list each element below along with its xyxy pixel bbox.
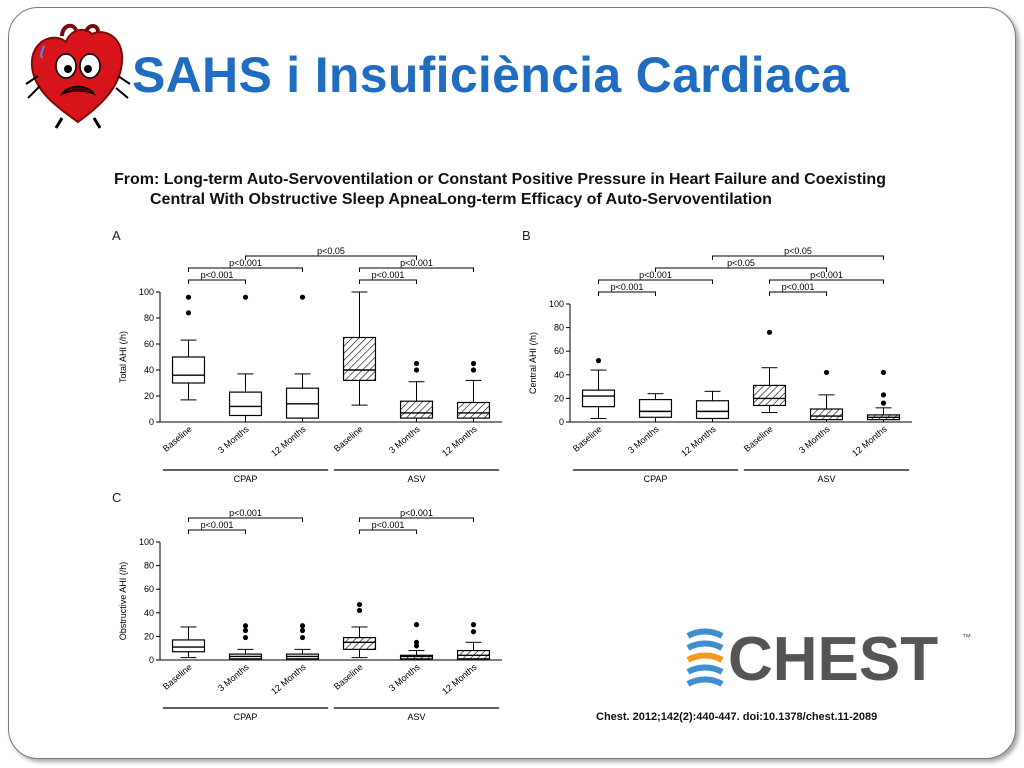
panel-b-significance-bracket	[656, 268, 827, 272]
panel-a-category-label: 3 Months	[386, 423, 422, 456]
panel-b-outlier-point	[881, 392, 886, 397]
panel-b-y-tick-label: 40	[553, 369, 564, 380]
panel-c-y-tick-label: 100	[138, 537, 154, 547]
panel-b-outlier-point	[881, 401, 886, 406]
panel-b-significance-label: p<0.001	[610, 282, 644, 292]
panel-b-group-label: ASV	[817, 474, 836, 484]
panel-b-box	[754, 385, 786, 405]
panel-c-outlier-point	[300, 628, 305, 633]
panel-c-outlier-point	[357, 608, 362, 613]
panel-b-significance-label: p<0.001	[810, 270, 843, 280]
panel-a-category-label: 12 Months	[269, 423, 308, 459]
panel-a-significance-bracket	[360, 280, 417, 284]
panel-b-category-label: Baseline	[741, 423, 775, 454]
panel-a-significance-label: p<0.001	[400, 258, 433, 268]
panel-b-outlier-point	[596, 358, 601, 363]
panel-a-box	[173, 357, 205, 383]
panel-c-significance-label: p<0.001	[200, 520, 234, 530]
panel-a-total-ahi-chart	[110, 226, 510, 484]
panel-b-group-label: CPAP	[643, 474, 668, 484]
panel-b-significance-bracket	[770, 292, 827, 296]
panel-c-category-label: 12 Months	[440, 661, 479, 697]
panel-c-category-label: Baseline	[331, 661, 365, 692]
panel-b-significance-label: p<0.001	[781, 282, 815, 292]
panel-a-outlier-point	[414, 367, 419, 372]
panel-c-outlier-point	[300, 635, 305, 640]
panel-b-outlier-point	[767, 330, 772, 335]
panel-a-box	[458, 403, 490, 419]
panel-c-box	[344, 638, 376, 650]
panel-c-category-label: 3 Months	[386, 661, 422, 694]
panel-b-category-label: Baseline	[570, 423, 604, 454]
panel-c-letter: C	[112, 490, 122, 505]
panel-c-y-tick-label: 0	[148, 655, 154, 665]
panel-b-y-tick-label: 20	[553, 393, 564, 404]
chest-logo-emblem-icon	[688, 632, 722, 685]
panel-c-obstructive-ahi-chart	[110, 488, 510, 722]
panel-b-y-tick-label: 80	[553, 322, 564, 333]
figure-caption	[114, 170, 954, 210]
panel-b-y-tick-label: 60	[553, 346, 564, 357]
panel-a-y-tick-label: 0	[148, 417, 154, 427]
panel-b-category-label: 3 Months	[796, 423, 832, 456]
panel-b-significance-label: p<0.001	[639, 270, 672, 280]
chest-logo	[684, 622, 974, 692]
chest-logo-text: CHEST	[728, 625, 939, 692]
panel-c-category-label: 3 Months	[215, 661, 251, 694]
panel-a-box	[401, 401, 433, 418]
panel-b-letter: B	[522, 228, 531, 243]
panel-c-outlier-point	[243, 628, 248, 633]
panel-a-outlier-point	[471, 367, 476, 372]
panel-c-y-tick-label: 20	[143, 631, 154, 642]
panel-a-group-label: CPAP	[233, 474, 258, 484]
panel-a-y-tick-label: 40	[143, 365, 154, 375]
panel-b-box	[697, 401, 729, 419]
panel-c-y-tick-label: 60	[143, 584, 154, 595]
chest-logo-trademark: ™	[962, 632, 971, 642]
panel-a-y-tick-label: 80	[143, 313, 154, 323]
panel-c-y-tick-label: 80	[143, 560, 154, 571]
caption-line-1: From: Long-term Auto-Servoventilation or Constant Positive Pressure in Heart Failure and Coexisting	[114, 171, 886, 188]
panel-b-box	[811, 409, 843, 420]
panel-a-outlier-point	[243, 295, 248, 300]
panel-a-outlier-point	[186, 295, 191, 300]
panel-a-y-tick-label: 60	[143, 339, 154, 349]
panel-a-significance-bracket	[246, 256, 417, 260]
panel-a-y-axis-label: Total AHI (/h)	[118, 330, 128, 384]
citation: Chest. 2012;142(2):440-447. doi:10.1378/chest.11-2089	[596, 711, 878, 723]
panel-b-outlier-point	[881, 370, 886, 375]
slide-title: SAHS i Insuficiència Cardiaca	[132, 47, 850, 103]
panel-b-box	[640, 400, 672, 418]
panel-a-box	[344, 338, 376, 381]
panel-c-outlier-point	[414, 622, 419, 627]
panel-b-significance-label: p<0.05	[727, 258, 755, 268]
panel-c-category-label: Baseline	[160, 661, 194, 692]
panel-c-box	[173, 640, 205, 652]
panel-a-significance-bracket	[189, 280, 246, 284]
panel-c-significance-label: p<0.001	[229, 508, 262, 518]
panel-b-significance-label: p<0.05	[784, 246, 812, 256]
panel-c-significance-bracket	[360, 530, 417, 534]
panel-c-outlier-point	[243, 635, 248, 640]
panel-a-category-label: 12 Months	[440, 423, 479, 459]
panel-b-outlier-point	[824, 370, 829, 375]
panel-a-letter: A	[112, 228, 121, 243]
panel-c-y-axis-label: Obstructive AHI (/h)	[118, 561, 128, 641]
panel-b-category-label: 12 Months	[679, 423, 718, 459]
panel-a-y-tick-label: 20	[143, 391, 154, 401]
panel-c-group-label: CPAP	[233, 712, 258, 722]
panel-c-significance-label: p<0.001	[400, 508, 433, 518]
panel-a-significance-label: p<0.001	[200, 270, 234, 280]
panel-b-box	[583, 390, 615, 407]
panel-a-outlier-point	[414, 361, 419, 366]
worried-heart-icon	[22, 22, 134, 130]
panel-a-outlier-point	[300, 295, 305, 300]
panel-c-outlier-point	[414, 640, 419, 645]
caption-line-2: Central With Obstructive Sleep ApneaLong-term Efficacy of Auto-Servoventilation	[150, 191, 772, 208]
panel-b-significance-bracket	[599, 292, 656, 296]
panel-b-y-tick-label: 100	[548, 299, 564, 309]
panel-a-outlier-point	[471, 361, 476, 366]
panel-a-y-tick-label: 100	[138, 287, 154, 297]
panel-a-outlier-point	[186, 310, 191, 315]
panel-c-significance-label: p<0.001	[371, 520, 405, 530]
panel-c-outlier-point	[243, 623, 248, 628]
panel-c-outlier-point	[357, 602, 362, 607]
panel-b-category-label: 3 Months	[625, 423, 661, 456]
panel-c-group-label: ASV	[407, 712, 426, 722]
panel-a-significance-label: p<0.001	[371, 270, 405, 280]
panel-a-group-label: ASV	[407, 474, 426, 484]
panel-c-category-label: 12 Months	[269, 661, 308, 697]
panel-a-category-label: Baseline	[331, 423, 365, 454]
panel-a-significance-label: p<0.05	[317, 246, 345, 256]
panel-a-category-label: Baseline	[160, 423, 194, 454]
panel-c-outlier-point	[471, 629, 476, 634]
chest-logo-mark	[684, 622, 974, 692]
panel-a-category-label: 3 Months	[215, 423, 251, 456]
panel-c-outlier-point	[300, 623, 305, 628]
panel-b-y-tick-label: 0	[558, 417, 564, 427]
panel-b-central-ahi-chart	[520, 226, 920, 484]
panel-b-category-label: 12 Months	[850, 423, 889, 459]
panel-c-significance-bracket	[189, 530, 246, 534]
panel-a-significance-label: p<0.001	[229, 258, 262, 268]
panel-c-outlier-point	[471, 622, 476, 627]
panel-a-box	[230, 392, 262, 415]
panel-b-y-axis-label: Central AHI (/h)	[528, 331, 538, 395]
panel-c-y-tick-label: 40	[143, 607, 154, 618]
